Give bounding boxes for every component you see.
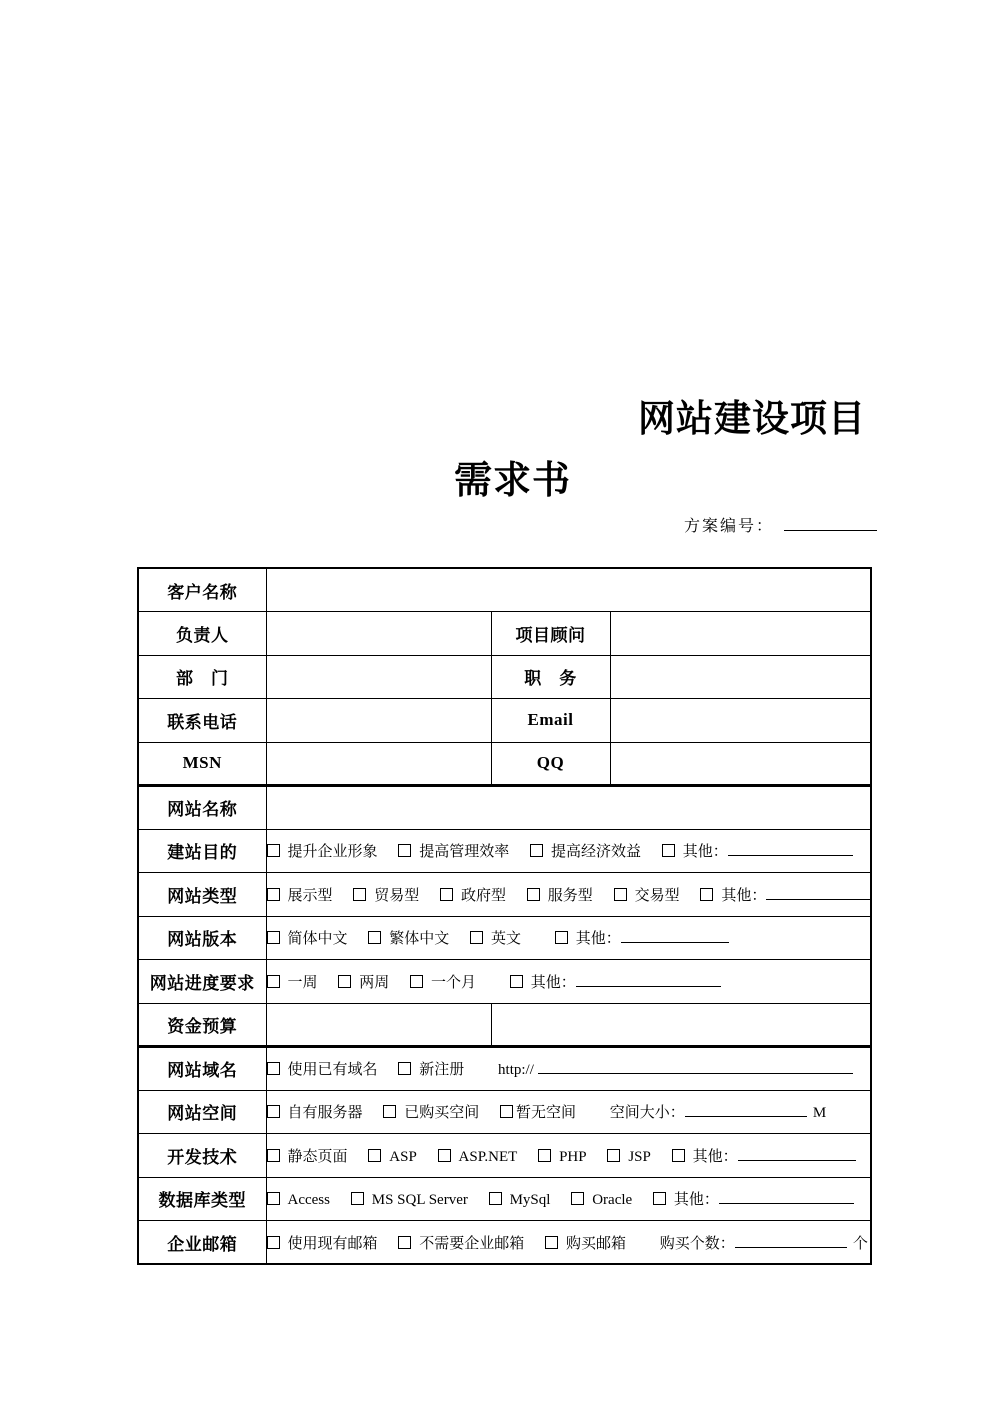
option-label: 其他： (530, 974, 576, 991)
option-label: 一个月 (431, 974, 477, 991)
label-dev-tech: 开发技术 (138, 1134, 266, 1178)
option-purpose-other (662, 844, 853, 860)
checkbox-icon[interactable] (267, 1236, 280, 1249)
option-label: MySql (509, 1192, 551, 1209)
field-site-name[interactable] (266, 786, 871, 830)
option-label: 自有服务器 (287, 1105, 363, 1122)
table-row (138, 873, 871, 917)
table-row (138, 1221, 871, 1265)
field-phone[interactable] (266, 699, 491, 743)
email-count-unit: 个 (852, 1235, 868, 1252)
label-budget: 资金预算 (138, 1003, 266, 1047)
field-purpose (266, 829, 871, 873)
label-department: 部 门 (138, 655, 266, 699)
label-enterprise-email: 企业邮箱 (138, 1221, 266, 1265)
space-size-unit: M (812, 1105, 827, 1122)
plan-number-fill-line[interactable] (784, 516, 877, 531)
label-version: 网站版本 (138, 916, 266, 960)
other-fill-line[interactable] (738, 1146, 856, 1161)
option-label: 购买邮箱 (566, 1235, 627, 1252)
option-db-mssql (351, 1192, 468, 1208)
option-tech-other (672, 1149, 856, 1165)
option-version-other (555, 931, 729, 947)
checkbox-icon[interactable] (338, 975, 351, 988)
label-position: 职 务 (491, 655, 610, 699)
option-label: 使用现有邮箱 (287, 1235, 378, 1252)
option-version-english (470, 931, 521, 947)
option-tech-php (538, 1149, 587, 1165)
table-row (138, 786, 871, 830)
option-version-traditional (368, 931, 449, 947)
table-row (138, 1134, 871, 1178)
option-email-existing (267, 1236, 378, 1252)
table-row (138, 829, 871, 873)
option-domain-new (398, 1062, 464, 1078)
option-tech-jsp (607, 1149, 651, 1165)
option-purpose-economic (530, 844, 641, 860)
field-version (266, 916, 871, 960)
checkbox-icon[interactable] (398, 1236, 411, 1249)
field-msn[interactable] (266, 742, 491, 786)
field-qq[interactable] (610, 742, 871, 786)
field-owner[interactable] (266, 612, 491, 656)
checkbox-icon[interactable] (470, 931, 483, 944)
option-db-other (653, 1192, 854, 1208)
label-domain: 网站域名 (138, 1047, 266, 1091)
plan-number-label: 方案编号： (684, 518, 775, 535)
option-db-oracle (571, 1192, 632, 1208)
checkbox-icon[interactable] (398, 844, 411, 857)
option-email-purchase (545, 1236, 626, 1252)
checkbox-icon[interactable] (700, 888, 713, 901)
checkbox-icon[interactable] (267, 888, 280, 901)
field-space (266, 1090, 871, 1134)
option-label: 英文 (491, 931, 522, 948)
space-size-label: 空间大小： (609, 1105, 685, 1122)
table-row (138, 1177, 871, 1221)
option-label: 暂无空间 (516, 1105, 577, 1122)
option-label: 已购买空间 (404, 1105, 480, 1122)
option-label: JSP (628, 1148, 651, 1165)
checkbox-icon[interactable] (267, 975, 280, 988)
label-database: 数据库类型 (138, 1177, 266, 1221)
checkbox-icon[interactable] (368, 1149, 381, 1162)
option-label: 提高管理效率 (419, 844, 510, 861)
option-label: 两周 (359, 974, 390, 991)
option-purpose-image (267, 844, 378, 860)
checkbox-icon[interactable] (438, 1149, 451, 1162)
checkbox-icon[interactable] (530, 844, 543, 857)
other-fill-line[interactable] (766, 885, 871, 900)
field-budget-right[interactable] (491, 1003, 871, 1047)
checkbox-icon[interactable] (527, 888, 540, 901)
field-project-consultant[interactable] (610, 612, 871, 656)
table-row (138, 960, 871, 1004)
table-row (138, 655, 871, 699)
field-domain (266, 1047, 871, 1091)
plan-number-row (684, 513, 877, 536)
option-label: 服务型 (547, 887, 593, 904)
checkbox-icon[interactable] (555, 931, 568, 944)
option-label: MS SQL Server (371, 1192, 468, 1209)
label-customer-name: 客户名称 (138, 568, 266, 612)
option-type-display (267, 888, 333, 904)
checkbox-icon[interactable] (440, 888, 453, 901)
domain-fill-line[interactable] (538, 1059, 853, 1074)
option-label: 交易型 (634, 887, 680, 904)
field-budget-left[interactable] (266, 1003, 491, 1047)
option-tech-asp (368, 1149, 417, 1165)
option-label: 不需要企业邮箱 (419, 1235, 525, 1252)
option-type-service (527, 888, 593, 904)
option-email-not-needed (398, 1236, 524, 1252)
checkbox-icon[interactable] (410, 975, 423, 988)
option-db-mysql (489, 1192, 551, 1208)
option-label: 提升企业形象 (287, 844, 378, 861)
table-row (138, 742, 871, 786)
option-schedule-one-month (410, 975, 476, 991)
checkbox-icon[interactable] (368, 931, 381, 944)
option-label: 展示型 (287, 887, 333, 904)
email-count-fill-line[interactable] (735, 1233, 847, 1248)
option-label: ASP.NET (458, 1148, 518, 1165)
table-row (138, 1090, 871, 1134)
space-size-fill-line[interactable] (685, 1102, 807, 1117)
field-schedule (266, 960, 871, 1004)
option-label: 其他： (692, 1148, 738, 1165)
field-position[interactable] (610, 655, 871, 699)
checkbox-icon[interactable] (267, 931, 280, 944)
option-label: 其他： (575, 931, 621, 948)
label-project-consultant: 项目顾问 (491, 612, 610, 656)
option-schedule-other (510, 975, 721, 991)
option-label: Access (287, 1192, 330, 1209)
option-label: Oracle (592, 1192, 633, 1209)
checkbox-icon[interactable] (538, 1149, 551, 1162)
option-label: 新注册 (419, 1062, 465, 1079)
option-label: 提高经济效益 (551, 844, 642, 861)
field-dev-tech (266, 1134, 871, 1178)
option-label: 简体中文 (287, 931, 348, 948)
checkbox-icon[interactable] (353, 888, 366, 901)
label-space: 网站空间 (138, 1090, 266, 1134)
table-row (138, 699, 871, 743)
table-row (138, 1047, 871, 1091)
field-department[interactable] (266, 655, 491, 699)
checkbox-icon[interactable] (653, 1192, 666, 1205)
option-label: 政府型 (461, 887, 507, 904)
page-title-line2: 需求书 (454, 460, 572, 502)
option-schedule-one-week (267, 975, 318, 991)
checkbox-icon[interactable] (662, 844, 675, 857)
checkbox-icon[interactable] (489, 1192, 502, 1205)
option-domain-existing (267, 1062, 378, 1078)
checkbox-icon[interactable] (500, 1105, 513, 1118)
label-msn: MSN (138, 742, 266, 786)
option-label: PHP (559, 1148, 587, 1165)
option-type-transaction (614, 888, 680, 904)
checkbox-icon[interactable] (351, 1192, 364, 1205)
checkbox-icon[interactable] (571, 1192, 584, 1205)
other-fill-line[interactable] (719, 1189, 854, 1204)
page-title-line1: 网站建设项目 (638, 399, 866, 440)
option-type-other (700, 888, 871, 904)
option-type-government (440, 888, 506, 904)
table-row (138, 1003, 871, 1047)
domain-protocol-label: http:// (498, 1062, 534, 1079)
other-fill-line[interactable] (621, 928, 729, 943)
option-label: 其他： (682, 844, 728, 861)
field-email[interactable] (610, 699, 871, 743)
checkbox-icon[interactable] (267, 1105, 280, 1118)
label-purpose: 建站目的 (138, 829, 266, 873)
option-db-access (267, 1192, 330, 1208)
option-tech-aspnet (438, 1149, 518, 1165)
checkbox-icon[interactable] (545, 1236, 558, 1249)
checkbox-icon[interactable] (267, 1192, 280, 1205)
option-version-simplified (267, 931, 348, 947)
label-qq: QQ (491, 742, 610, 786)
option-label: 其他： (673, 1192, 719, 1209)
option-space-none (500, 1105, 576, 1121)
label-owner: 负责人 (138, 612, 266, 656)
checkbox-icon[interactable] (267, 1062, 280, 1075)
option-label: 一周 (287, 974, 318, 991)
option-type-trade (353, 888, 419, 904)
option-schedule-two-weeks (338, 975, 389, 991)
option-label: 繁体中文 (389, 931, 450, 948)
option-label: ASP (389, 1148, 417, 1165)
option-tech-static (267, 1149, 348, 1165)
field-enterprise-email (266, 1221, 871, 1265)
option-label: 其他： (721, 887, 767, 904)
checkbox-icon[interactable] (672, 1149, 685, 1162)
checkbox-icon[interactable] (267, 1149, 280, 1162)
label-email: Email (491, 699, 610, 743)
label-phone: 联系电话 (138, 699, 266, 743)
field-database (266, 1177, 871, 1221)
option-label: 贸易型 (374, 887, 420, 904)
label-site-name: 网站名称 (138, 786, 266, 830)
option-label: 使用已有域名 (287, 1062, 378, 1079)
checkbox-icon[interactable] (614, 888, 627, 901)
table-row (138, 612, 871, 656)
checkbox-icon[interactable] (383, 1105, 396, 1118)
checkbox-icon[interactable] (267, 844, 280, 857)
table-row (138, 916, 871, 960)
label-site-type: 网站类型 (138, 873, 266, 917)
email-count-label: 购买个数： (659, 1235, 735, 1252)
option-purpose-efficiency (398, 844, 509, 860)
option-space-purchased (383, 1105, 479, 1121)
table-row (138, 568, 871, 612)
field-site-type (266, 873, 871, 917)
other-fill-line[interactable] (576, 972, 721, 987)
option-label: 静态页面 (287, 1148, 348, 1165)
label-schedule: 网站进度要求 (138, 960, 266, 1004)
requirements-table (137, 567, 872, 1265)
other-fill-line[interactable] (728, 841, 853, 856)
option-space-own-server (267, 1105, 363, 1121)
checkbox-icon[interactable] (510, 975, 523, 988)
checkbox-icon[interactable] (607, 1149, 620, 1162)
field-customer-name[interactable] (266, 568, 871, 612)
checkbox-icon[interactable] (398, 1062, 411, 1075)
